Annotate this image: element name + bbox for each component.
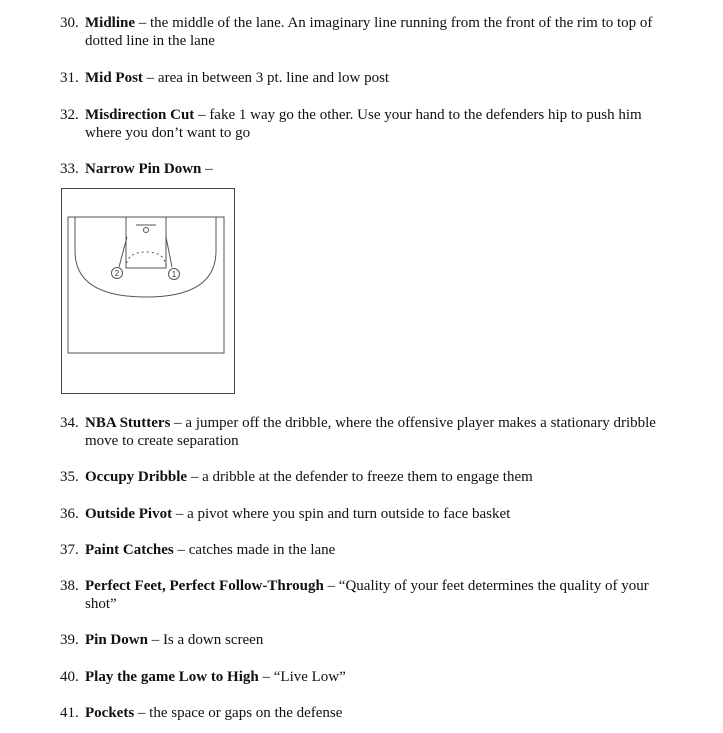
entry-term: Narrow Pin Down [85,161,202,177]
entry-number: 34. [60,415,79,431]
free-throw-circle-dashed [126,252,166,268]
glossary-entry-30 [60,14,660,49]
glossary-entry-37 [60,541,660,559]
entry-definition: fake 1 way go the other. Use your hand to the defenders hip to push him where you don’t want to go [85,107,642,141]
entry-term: Outside Pivot [85,506,173,522]
glossary-entry-34 [60,414,660,449]
glossary-entry-31 [60,69,660,87]
glossary-entry-35 [60,468,660,486]
entry-number: 33. [60,161,79,177]
entry-number: 35. [60,469,79,485]
glossary-entry-32 [60,106,660,141]
entry-term: Pin Down [85,632,148,648]
glossary-entry-33 [60,160,660,178]
entry-separator: – [170,415,186,431]
entry-term: NBA Stutters [85,415,171,431]
entry-separator: – [194,107,210,123]
player-1-label: 1 [171,270,177,279]
entry-number: 38. [60,578,79,594]
narrow-pin-down-diagram [61,188,235,394]
entry-term: Mid Post [85,70,143,86]
entry-separator: – [142,70,158,86]
entry-separator: – [323,578,339,594]
entry-number: 36. [60,506,79,522]
glossary-entry-41 [60,704,660,722]
player-2-label: 2 [114,269,120,278]
player-1 [169,269,180,280]
player-2 [112,268,123,279]
entry-definition: a pivot where you spin and turn outside to face basket [187,506,511,522]
three-point-arc [75,251,216,297]
entry-separator: – [135,15,151,31]
glossary-entry-39 [60,631,660,649]
entry-definition: catches made in the lane [188,542,336,558]
entry-separator: – [134,705,150,721]
entry-number: 31. [60,70,79,86]
entry-definition: a dribble at the defender to freeze them to engage them [202,469,533,485]
entry-separator: – [147,632,163,648]
glossary-entry-40 [60,668,660,686]
entry-term: Occupy Dribble [85,469,188,485]
entry-number: 40. [60,669,79,685]
entry-number: 32. [60,107,79,123]
entry-definition: Is a down screen [162,632,264,648]
entry-definition: a jumper off the dribble, where the offensive player makes a stationary dribble move to create separation [85,415,656,449]
glossary-entry-38 [60,577,660,612]
entry-term: Paint Catches [85,542,174,558]
entry-separator: – [258,669,274,685]
entry-number: 37. [60,542,79,558]
entry-term: Midline [85,15,136,31]
entry-number: 39. [60,632,79,648]
entry-separator: – [201,161,213,177]
glossary-entry-36 [60,505,660,523]
pin-down-screen-right [166,237,172,267]
entry-term: Perfect Feet, Perfect Follow-Through [85,578,324,594]
entry-definition: the middle of the lane. An imaginary line running from the front of the rim to top of dotted line in the lane [85,15,653,49]
entry-definition: “Quality of your feet determines the quality of your shot” [85,578,649,612]
entry-definition: “Live Low” [273,669,346,685]
entry-separator: – [173,542,189,558]
entry-term: Play the game Low to High [85,669,259,685]
rim [144,228,149,233]
entry-number: 41. [60,705,79,721]
entry-definition: the space or gaps on the defense [149,705,343,721]
entry-definition: area in between 3 pt. line and low post [157,70,390,86]
entry-separator: – [172,506,188,522]
entry-term: Pockets [85,705,135,721]
entry-number: 30. [60,15,79,31]
half-court-svg [62,189,236,395]
entry-term: Misdirection Cut [85,107,195,123]
entry-separator: – [187,469,203,485]
